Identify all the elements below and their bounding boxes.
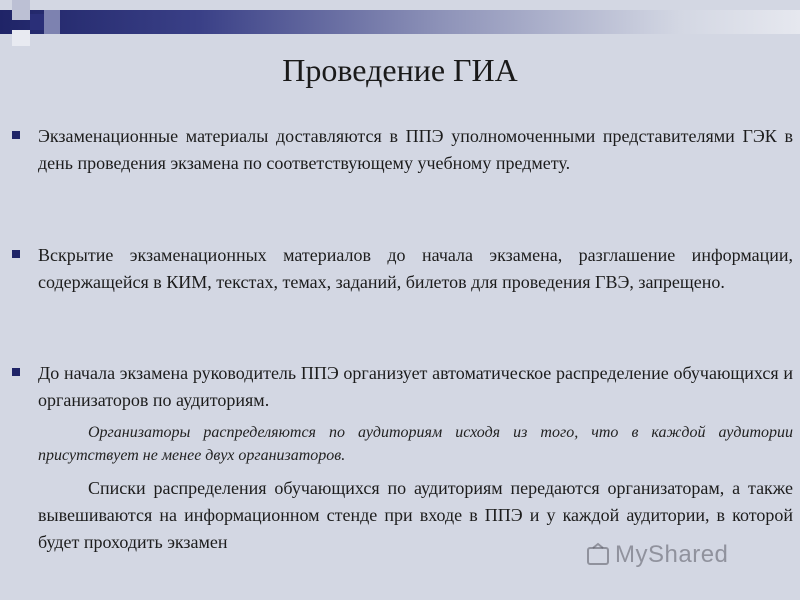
watermark [585, 540, 728, 570]
bullet-marker [12, 131, 20, 139]
bullet-marker [12, 368, 20, 376]
italic-note: Организаторы распределяются по аудиториям исходя из того, что в каждой аудитории присутствует не менее двух организаторов. [38, 424, 793, 464]
bullet-text: Вскрытие экзаменационных материалов до начала экзамена, разглашение информации, содержащейся в КИМ, текстах, темах, заданий, билетов для проведения ГВЭ, запрещено. [38, 245, 793, 292]
bullet-text: До начала экзамена руководитель ППЭ организует автоматическое распределение обучающихся и организаторов по аудиториям. [38, 363, 793, 410]
decor-square [44, 10, 60, 34]
bullet-text: Экзаменационные материалы доставляются в ППЭ уполномоченными представителями ГЭК в день проведения экзамена по соответствующему учебному предмету. [38, 126, 793, 173]
watermark-logo-icon [585, 542, 611, 568]
top-decoration-bar [0, 10, 800, 34]
watermark-text: MyShared [615, 541, 729, 568]
decor-square [12, 30, 30, 46]
bullet-marker [12, 250, 20, 258]
slide-title: Проведение ГИА [282, 52, 518, 88]
decor-square [12, 0, 30, 20]
decor-square [30, 14, 44, 30]
final-paragraph: Списки распределения обучающихся по аудиториям передаются организаторам, а также вывешиваются на информационном стенде при входе в ППЭ и у каждой аудитории, в которой будет проходить экзамен [38, 478, 793, 552]
